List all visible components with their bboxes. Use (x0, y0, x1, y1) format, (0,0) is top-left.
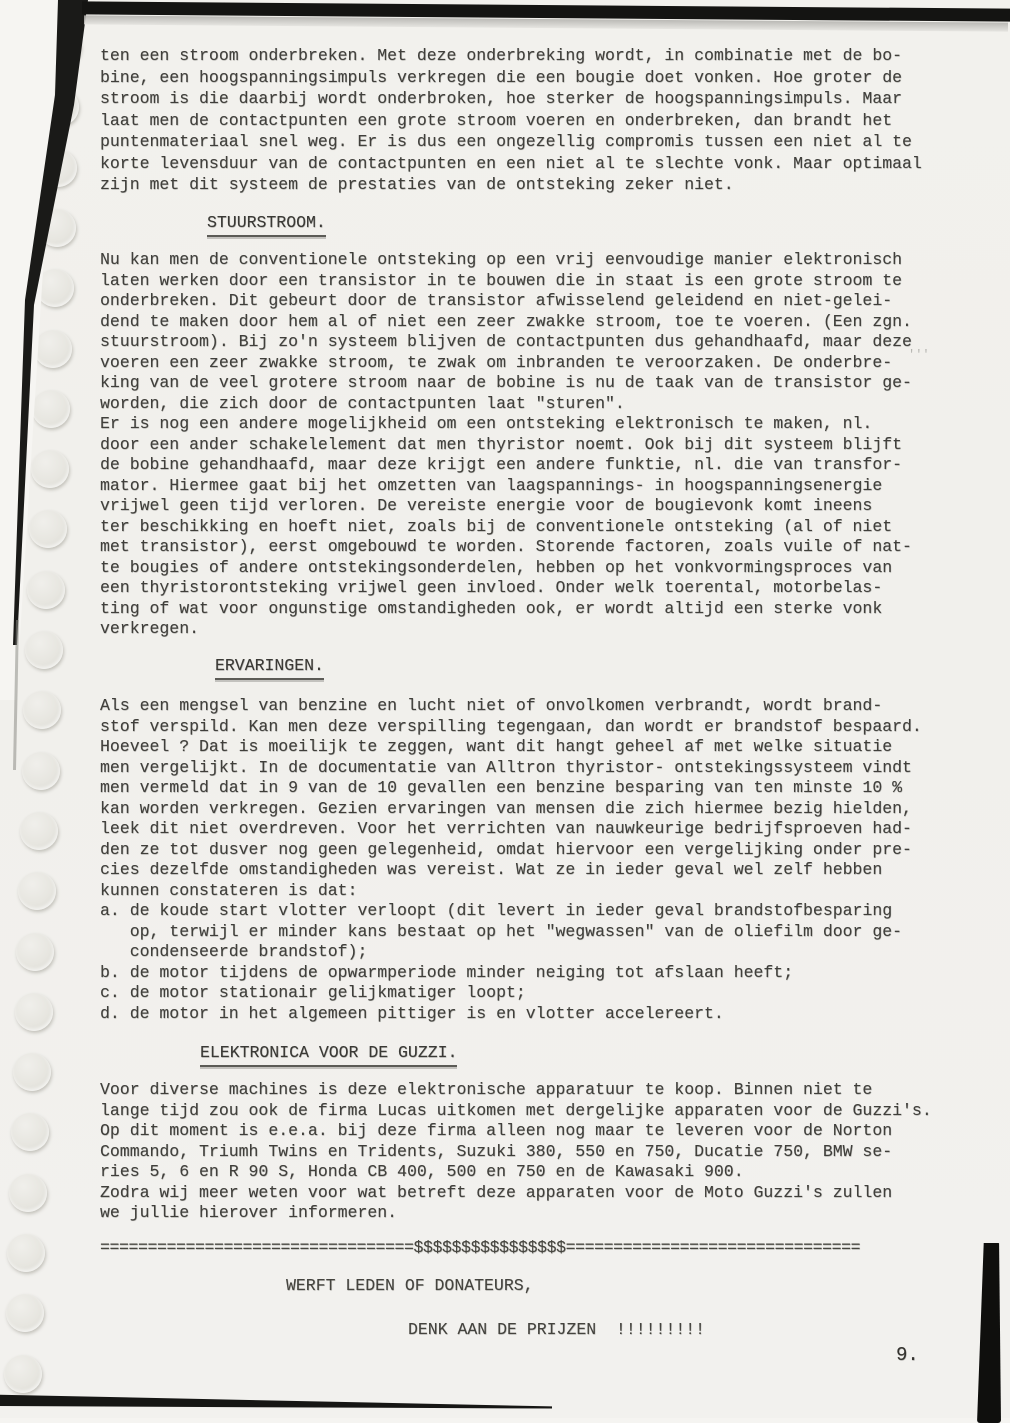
text-line: Als een mengsel van benzine en lucht niet of onvolkomen verbrandt, wordt brand- (100, 696, 883, 715)
paragraph-ervaringen (100, 696, 922, 1024)
text-line: laat men de contactpunten een grote stroom voeren en onderbreken, dan brandt het (100, 110, 893, 130)
text-line: d. de motor in het algemeen pittiger is en vlotter accelereert. (100, 1003, 724, 1023)
text-line: men vergelijkt. In de documentatie van Alltron thyristor- ontstekingssysteem vindt (100, 757, 912, 777)
text-line: kunnen constateren is dat: (100, 880, 358, 900)
text-line: lange tijd zou ook de firma Lucas uitkomen met dergelijke apparaten voor de Guzzi's. (100, 1100, 932, 1120)
text-line: een thyristorontsteking vrijwel geen invloed. Onder welk toerental, motorbelas- (100, 578, 883, 597)
text-line: b. de motor tijdens de opwarmperiode minder neiging tot afslaan heeft; (100, 962, 794, 982)
text-line: ten een stroom onderbreken. Met deze onderbreking wordt, in combinatie met de bo- (100, 46, 903, 65)
text-line: ter beschikking en hoeft niet, zoals bij de conventionele ontsteking (al of niet (100, 516, 893, 536)
text-line: ting of wat voor ongunstige omstandigheden ook, er wordt altijd een sterke vonk (100, 598, 883, 618)
text-line: onderbreken. Dit gebeurt door de transistor afwisselend geleidend en niet-gelei- (100, 291, 893, 310)
text-line: Zodra wij meer weten voor wat betreft deze apparaten voor de Moto Guzzi's zullen (100, 1182, 893, 1202)
text-line: stroom is die daarbij wordt onderbroken, hoe sterker de hoogspanningsimpuls. Maar (100, 89, 903, 108)
paragraph-ignition-intro (100, 45, 922, 196)
text-line: de bobine gehandhaafd, maar deze krijgt een andere funktie, nl. die van transfor- (100, 455, 903, 474)
text-line: we jullie hierover informeren. (100, 1203, 398, 1222)
text-line: Nu kan men de conventionele ontsteking op een vrij eenvoudige manier elektronisch (100, 250, 903, 269)
text-line: king van de veel grotere stroom naar de bobine is nu de taak van de transistor ge- (100, 373, 912, 392)
text-line: met transistor), eerst omgebouwd te worden. Storende factoren, zoals vuile of nat- (100, 537, 912, 556)
page-number: 9. (896, 1344, 919, 1366)
text-line: dend te maken door hem al of niet een zeer zwakke stroom, toe te voeren. (Een zgn. (100, 311, 912, 331)
text-line: voeren een zeer zwakke stroom, te zwak om inbranden te veroorzaken. De onderbre- (100, 352, 893, 372)
text-line: condenseerde brandstof); (100, 942, 368, 961)
text-line: kan worden verkregen. Gezien ervaringen van mensen die zich hiermee bezig hielden, (100, 798, 912, 818)
text-line: Commando, Triumh Twins en Tridents, Suzuki 380, 550 en 750, Ducatie 750, BMW se- (100, 1141, 893, 1161)
text-line: mator. Hiermee gaat bij het omzetten van laagspannings- in hoogspanningsenergie (100, 475, 883, 495)
heading-elektronica-voor-de-guzzi: ELEKTRONICA VOOR DE GUZZI. (200, 1043, 457, 1067)
heading-stuurstroom: STUURSTROOM. (207, 213, 326, 237)
text-line: zijn met dit systeem de prestaties van de ontsteking zeker niet. (100, 175, 734, 194)
text-line: puntenmateriaal snel weg. Er is dus een ongezellig compromis tussen een niet al te (100, 132, 912, 151)
text-line: verkregen. (100, 619, 200, 638)
text-line: op, terwijl er minder kans bestaat op het "wegwassen" van de oliefilm door ge- (100, 921, 903, 941)
text-line: korte levensduur van de contactpunten en een niet al te slechte vonk. Maar optimaal (100, 153, 922, 173)
text-line: laten werken door een transistor in te bouwen die in staat is een grote stroom te (100, 270, 903, 290)
text-line: Hoeveel ? Dat is moeilijk te zeggen, want dit hangt geheel af met welke situatie (100, 737, 893, 756)
scan-edge-left (0, 0, 110, 1418)
text-line: Er is nog een andere mogelijkheid om een ontsteking elektronisch te maken, nl. (100, 414, 873, 433)
text-line: cies dezelfde omstandigheden was vereist. Wat ze in ieder geval wel zelf hebben (100, 860, 883, 879)
text-line: leek dit niet overdreven. Voor het verrichten van nauwkeurige bedrijfsproeven had- (100, 819, 912, 838)
text-line: stuurstroom). Bij zo'n systeem blijven de contactpunten dus gehandhaafd, maar deze (100, 332, 912, 351)
heading-ervaringen: ERVARINGEN. (215, 656, 324, 680)
text-line: a. de koude start vlotter verloopt (dit levert in ieder geval brandstofbesparing (100, 901, 893, 920)
text-line: Voor diverse machines is deze elektronische apparatuur te koop. Binnen niet te (100, 1080, 873, 1099)
footer-think-of-prizes: DENK AAN DE PRIJZEN !!!!!!!!! (408, 1320, 706, 1339)
paragraph-elektronica (100, 1080, 932, 1224)
text-line: bine, een hoogspanningsimpuls verkregen die een bougie doet vonken. Hoe groter de (100, 67, 903, 87)
paragraph-stuurstroom (100, 250, 912, 640)
text-line: men vermeld dat in 9 van de 10 gevallen een benzine besparing van ten minste 10 % (100, 778, 903, 797)
footer-recruit-members: WERFT LEDEN OF DONATEURS, (286, 1276, 534, 1295)
text-line: stof verspild. Kan men deze verspilling tegengaan, dan wordt er brandstof bespaard. (100, 716, 922, 736)
text-line: worden, die zich door de contactpunten laat "sturen". (100, 393, 625, 413)
scan-edge-right (977, 1243, 1001, 1423)
text-line: Op dit moment is e.e.a. bij deze firma alleen nog maar te leveren voor de Norton (100, 1121, 893, 1140)
text-line: den ze tot dusver nog geen gelegenheid, omdat hiervoor een vergelijking onder pre- (100, 839, 912, 859)
typed-divider-line: =================================$$$$$$$$$$$$$$$$=============================== (100, 1238, 861, 1257)
text-line: ries 5, 6 en R 90 S, Honda CB 400, 500 en 750 en de Kawasaki 900. (100, 1162, 744, 1181)
text-line: vrijwel geen tijd verloren. De vereiste energie voor de bougievonk komt ineens (100, 496, 873, 515)
text-line: c. de motor stationair gelijkmatiger loopt; (100, 983, 526, 1002)
ink-smudge: ''' (908, 348, 930, 362)
text-line: door een ander schakelelement dat men thyristor noemt. Ook bij dit systeem blijft (100, 434, 903, 454)
text-line: te bougies of andere ontstekingsonderdelen, hebben op het vonkvormingsproces van (100, 557, 893, 577)
